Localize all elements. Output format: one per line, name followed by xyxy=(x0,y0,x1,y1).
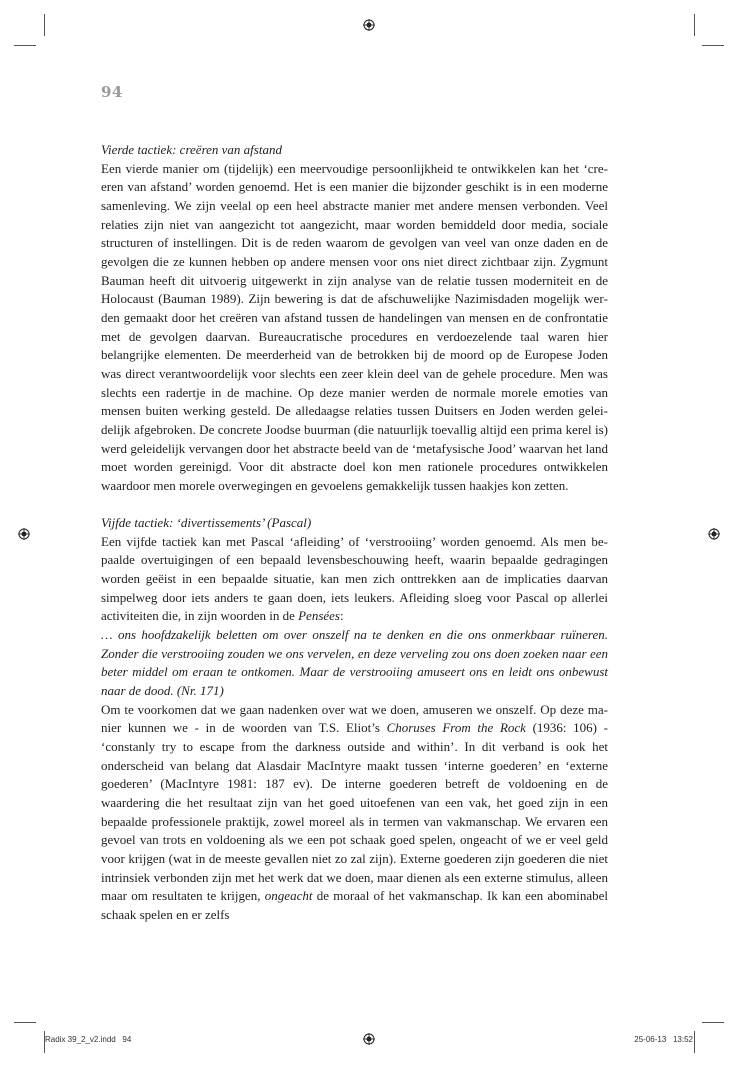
crop-mark-bottom-left-h xyxy=(14,1022,36,1023)
crop-mark-bottom-right-h xyxy=(702,1022,724,1023)
crop-mark-top-left-v xyxy=(44,14,45,36)
page-number: 94 xyxy=(101,83,123,101)
section-heading-5: Vijfde tactiek: ‘divertissements’ (Pascal) xyxy=(101,515,312,531)
paragraph-afstand: Een vierde manier om (tijdelijk) een meervoudige persoonlijkheid te ontwikkelen kan het ‘creeren van afstand’ worden genoemd. Het is een manier die bijzonder geschikt is in een moderne samenleving. We zijn veelal op een heel abstracte manier met andere mensen verbonden. Veel relaties zijn niet van aangezicht tot aangezicht, maar worden bemiddeld door media, sociale structuren of instellingen. Dit is de reden waarom de gevolgen van veel van onze daden en de gevolgen die ze kunnen hebben op andere mensen voor ons niet direct zichtbaar zijn. Zygmunt Bauman heeft dit uitvoerig uitgewerkt in zijn analyse van de relatie tussen moderniteit en de Holocaust (Bauman 1989). Zijn bewering is dat de afschuwelijke Nazimisdaden mogelijk werden gemaakt door het creëren van afstand tussen de handelingen van mensen en de confrontatie met de gevolgen daarvan. Bureaucratische procedures en verdoezelende taal waren hier belangrijke elementen. De meerderheid van de betrokken bij de moord op de Europese Joden was direct verantwoordelijk voor slechts een zeer klein deel van de gehele procedure. Men was slechts een radertje in de machine. Op deze manier werden de normale morele emoties van mensen buiten werking gesteld. De alledaagse relaties tussen Duitsers en Joden werden geleidelijk afgebroken. De concrete Joodse buurman (die natuurlijk toevallig altijd een prima kerel is) werd geleidelijk vervangen door het abstracte beeld van de ‘metafysische Jood’ waarvan het land moet worden gereinigd. Voor dit abstracte doel kon men rationele procedures ontwikkelen waardoor men morele overwegingen en gevoelens gemakkelijk tussen haakjes kon zetten. xyxy=(101,160,608,493)
book-title-pensees: Pensées xyxy=(298,608,340,624)
footer-file-slug: Radix 39_2_v2.indd 94 xyxy=(45,1035,132,1044)
section-heading-4: Vierde tactiek: creëren van afstand xyxy=(101,142,282,157)
body-text xyxy=(101,141,608,925)
block-quote: … ons hoofdzakelijk beletten om over onszelf na te denken en die ons onmerkbaar ruïneren. Zonder die verstrooiing zouden we ons vervelen, en deze verveling zou ons doen zoeken naar een beter middel om eraan te ontkomen. Maar de verstrooiing amuseert ons en leidt ons onbewust naar de dood. (Nr. 171) xyxy=(101,627,608,699)
footer-timestamp: 25-06-13 13:52 xyxy=(634,1035,693,1044)
crop-mark-top-left-h xyxy=(14,45,36,46)
registration-mark-left-icon xyxy=(18,528,30,540)
paragraph-divertissements-closing: Om te voorkomen dat we gaan nadenken over wat we doen, amuseren we onszelf. Op deze manier kunnen we - in de woorden van T.S. Eliot’s Choruses From the Rock (1936: 106) - ‘constanly try to escape from the darkness outside and within’. In dit verband is ook het onderscheid van belang dat Alasdair MacIntyre maakt tussen ‘interne goederen’ en ‘externe goederen’ (MacIntyre 1981: 187 ev). De interne goederen betreft de voldoening en de waardering die het resultaat zijn van het goed uitoefenen van een vak, het goed zijn in een bepaalde professionele praktijk, zowel moreel als in termen van vakmanschap. We ervaren een gevoel van trots en voldoening als we een pot schaak goed spelen, ongeacht of we er veel geld voor krijgen (wat in de meeste gevallen niet zo zal zijn). Externe goederen zijn goederen die niet intrinsiek verbonden zijn met het werk dat we doen, maar dienen als een externe stimulus, alleen maar om resultaten te krijgen, ongeacht de moraal of het vakmanschap. Ik kan een abominabel schaak spelen en er zelfs xyxy=(101,701,608,922)
book-title-choruses: Choruses From the Rock xyxy=(386,720,526,736)
crop-mark-bottom-right-v xyxy=(694,1031,695,1053)
emphasis-ongeacht: ongeacht xyxy=(264,888,313,904)
registration-mark-bottom-icon xyxy=(363,1033,375,1045)
registration-mark-right-icon xyxy=(708,528,720,540)
crop-mark-top-right-h xyxy=(702,45,724,46)
crop-mark-top-right-v xyxy=(694,14,695,36)
registration-mark-top-icon xyxy=(363,19,375,31)
paragraph-divertissements-intro: Een vijfde tactiek kan met Pascal ‘afleiding’ of ‘verstrooiing’ worden genoemd. Als men bepaalde overtuigingen of een bepaald levensbeschouwing heeft, waarin bepaalde gedragingen worden geëist in een bepaalde situatie, kan men zich onttrekken aan de implicaties daarvan simpelweg door iets anders te gaan doen, iets leukers. Afleiding sloeg voor Pascal op allerlei activiteiten die, in zijn woorden in de Pensées: xyxy=(101,533,608,624)
